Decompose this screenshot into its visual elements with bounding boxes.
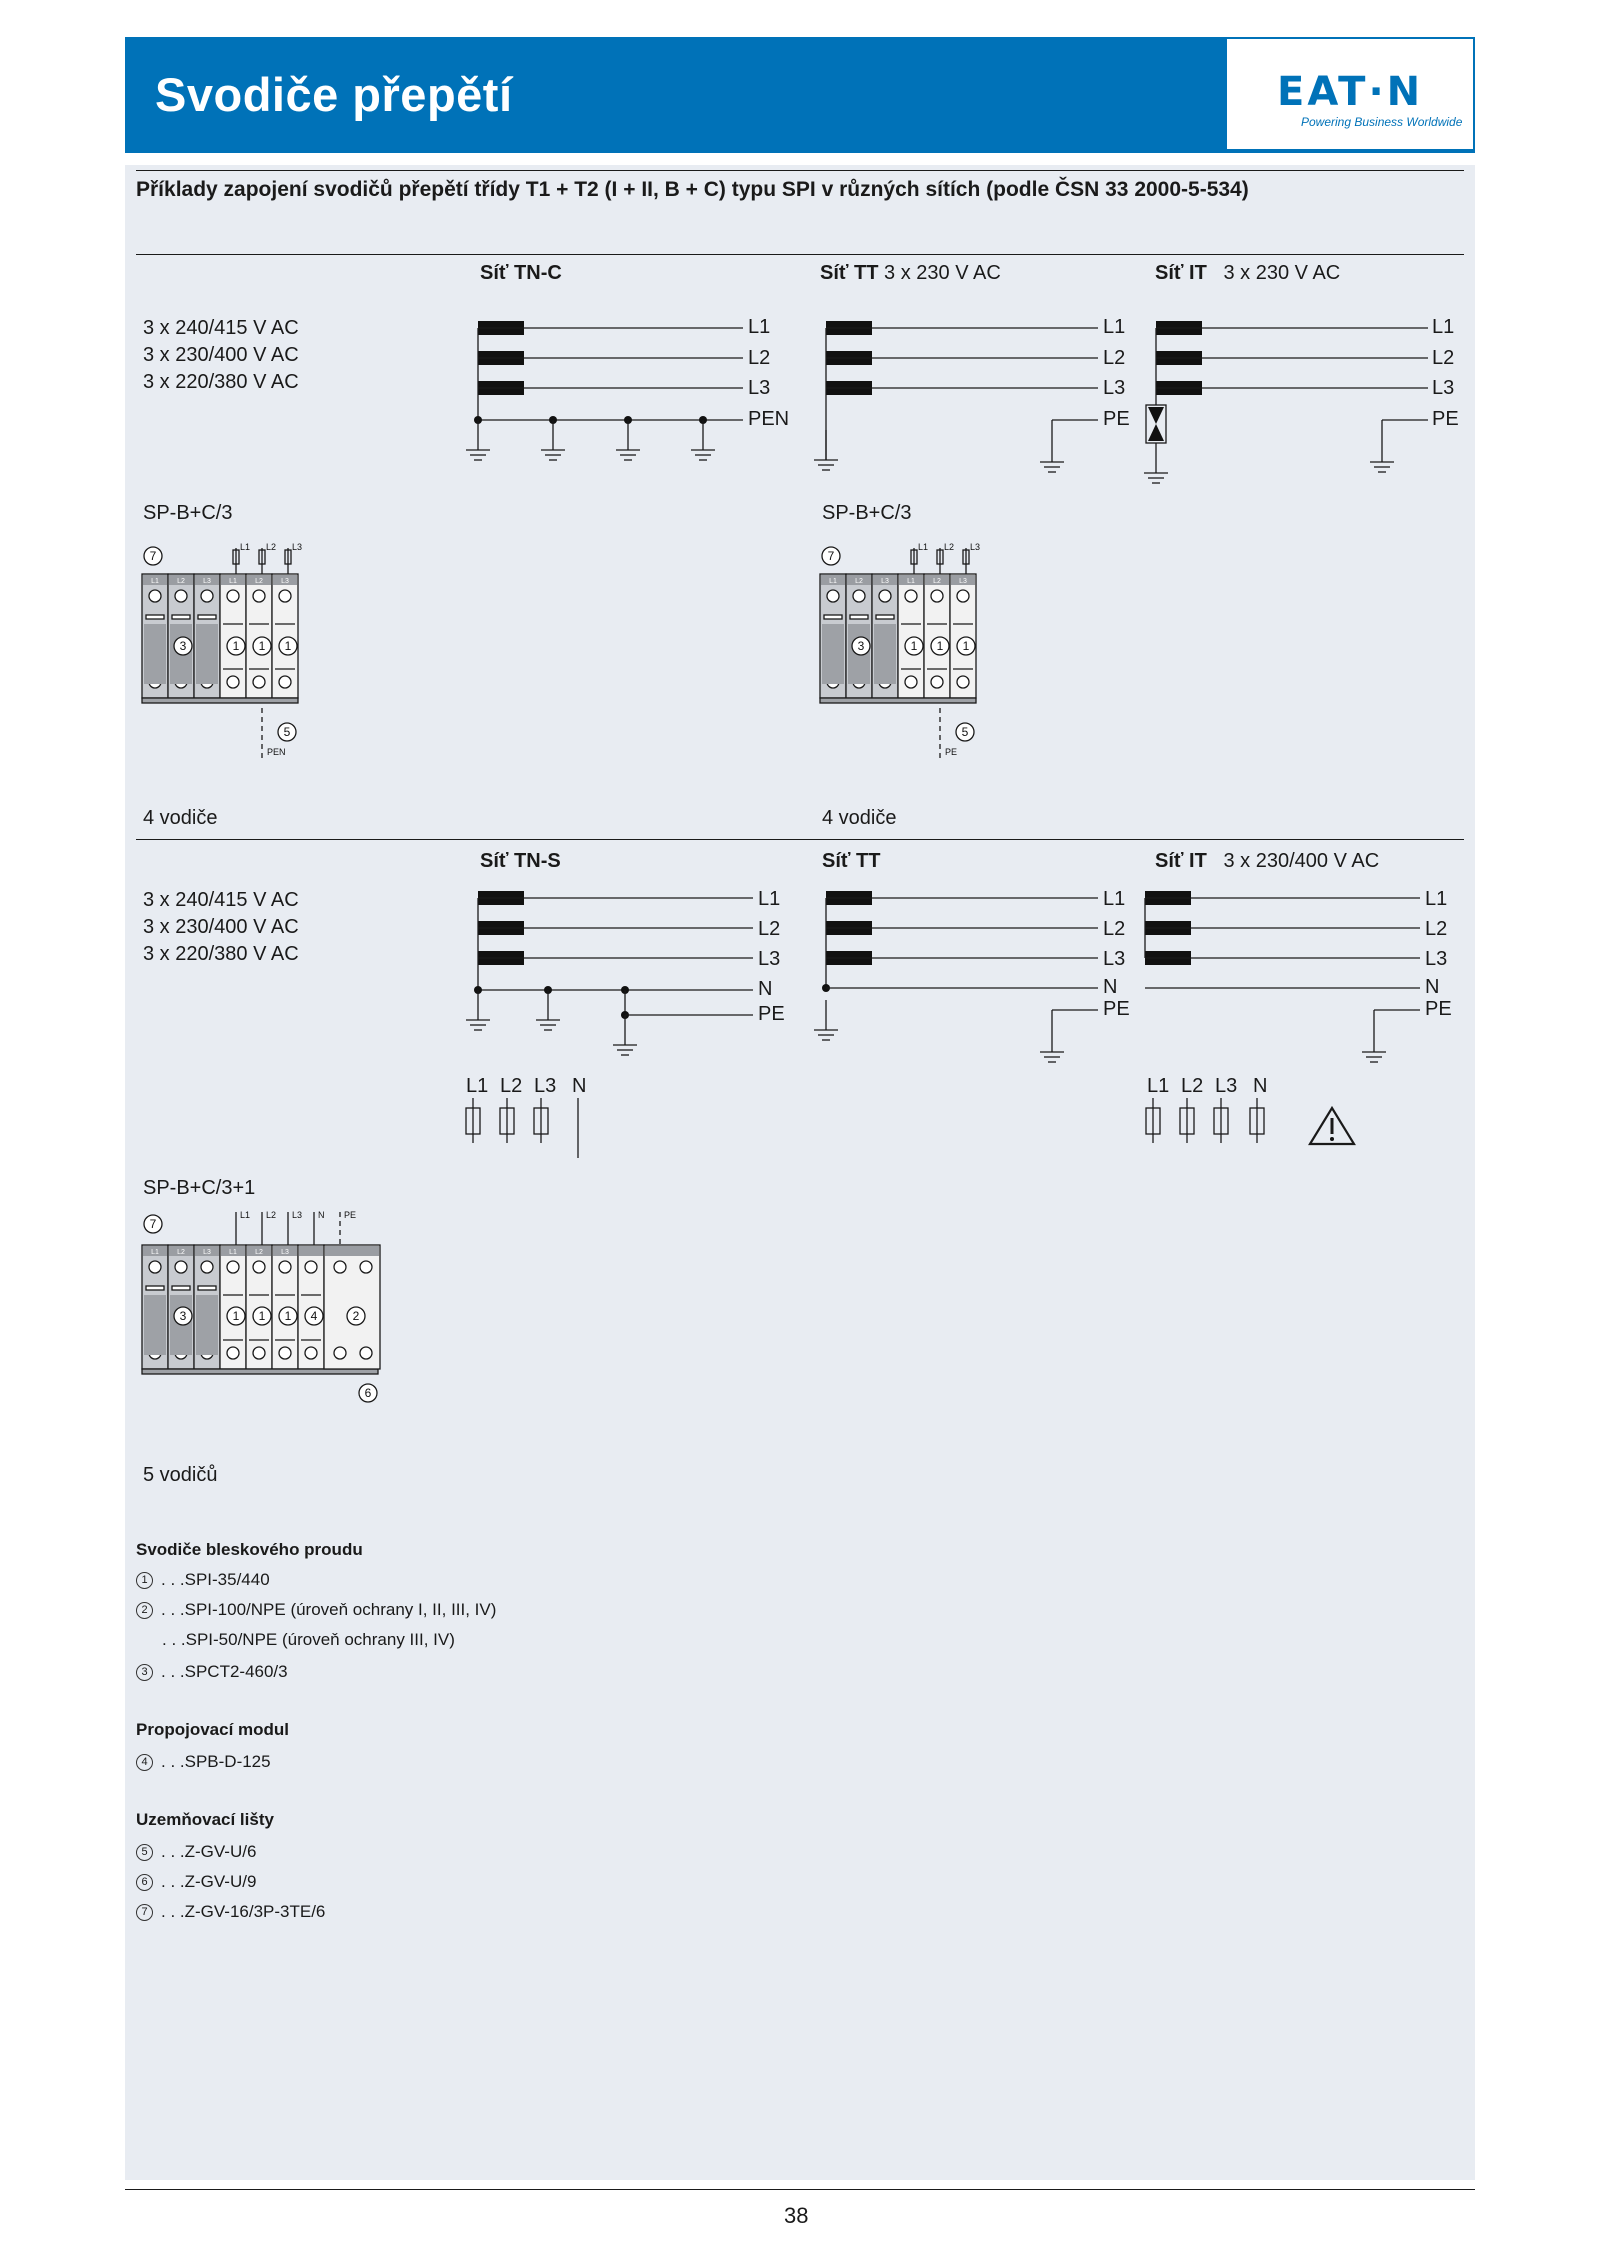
legend-heading-3: Uzemňovací lišty xyxy=(136,1810,274,1829)
tt2-n: N xyxy=(1103,976,1118,998)
module-window xyxy=(196,1295,218,1355)
network-tnc-title: Síť TN-C xyxy=(480,262,562,284)
top-label: L1 xyxy=(240,542,251,552)
legend-text-5: . . .Z-GV-U/6 xyxy=(161,1842,257,1861)
network-tt-voltage: 3 x 230 V AC xyxy=(884,262,1001,284)
voltage-2: 3 x 230/400 V AC xyxy=(143,344,299,366)
network-tt-name: Síť TT xyxy=(820,262,879,284)
legend-text-2: . . .SPI-100/NPE (úroveň ochrany I, II, III, IV) xyxy=(161,1600,497,1619)
callout-number: 1 xyxy=(258,639,266,653)
module-label: L3 xyxy=(281,578,289,585)
tns-l1: L1 xyxy=(758,888,781,910)
network-it-name: Síť IT xyxy=(1155,262,1207,284)
tt-l1: L1 xyxy=(1103,316,1126,338)
module-label: L2 xyxy=(177,578,185,585)
legend-num-5: 5 xyxy=(136,1844,153,1861)
terminal-screw xyxy=(360,1347,372,1359)
tt-pe: PE xyxy=(1103,408,1130,430)
terminal-screw xyxy=(279,676,291,688)
legend-num-2: 2 xyxy=(136,1602,153,1619)
top-label: L3 xyxy=(970,542,981,552)
fuse-label-n-b: N xyxy=(1253,1075,1268,1097)
terminal-screw xyxy=(853,590,865,602)
it2-l2: L2 xyxy=(1425,918,1448,940)
module-label: L3 xyxy=(203,578,211,585)
tns-n: N xyxy=(758,978,773,1000)
module-window xyxy=(144,1295,166,1355)
terminal-screw xyxy=(253,590,265,602)
module-label: L2 xyxy=(255,578,263,585)
callout-number: 7 xyxy=(149,549,157,563)
terminal-screw xyxy=(279,590,291,602)
fuse-label-l3-b: L3 xyxy=(1215,1075,1238,1097)
conductors-5: 5 vodičů xyxy=(143,1464,218,1486)
module-indicator xyxy=(172,1286,190,1290)
module-indicator xyxy=(146,615,164,619)
terminal-screw xyxy=(931,590,943,602)
device-left-name: SP-B+C/3 xyxy=(143,502,233,524)
section-subtitle: Příklady zapojení svodičů přepětí třídy T1 + T2 (I + II, B + C) typu SPI v různých sítích (podle ČSN 33 2000-5-534) xyxy=(136,178,1249,201)
tns-l2: L2 xyxy=(758,918,781,940)
terminal-screw xyxy=(905,590,917,602)
warning-dot xyxy=(1330,1137,1334,1141)
module-label: L3 xyxy=(281,1249,289,1256)
callout-number: 2 xyxy=(352,1309,360,1323)
it2-l3: L3 xyxy=(1425,948,1448,970)
module-top-label xyxy=(299,1246,323,1256)
page-number: 38 xyxy=(784,2203,809,2228)
terminal-screw xyxy=(175,590,187,602)
callout-number: 1 xyxy=(232,639,240,653)
module-window xyxy=(874,624,896,684)
module-indicator xyxy=(198,615,216,619)
module-label: L2 xyxy=(855,578,863,585)
terminal-screw xyxy=(957,676,969,688)
module-label: L3 xyxy=(881,578,889,585)
module-window xyxy=(144,624,166,684)
it-pe: PE xyxy=(1432,408,1459,430)
device-right-name: SP-B+C/3 xyxy=(822,502,912,524)
tnc-pen: PEN xyxy=(748,408,790,430)
module-indicator xyxy=(850,615,868,619)
module-indicator xyxy=(876,615,894,619)
terminal-screw xyxy=(253,1347,265,1359)
module-window xyxy=(822,624,844,684)
module-indicator xyxy=(172,615,190,619)
spark-gap xyxy=(1148,407,1164,424)
legend-num-3: 3 xyxy=(136,1664,153,1681)
fuse-label-l1-a: L1 xyxy=(466,1075,489,1097)
top-label: L2 xyxy=(266,542,277,552)
it2-l1: L1 xyxy=(1425,888,1448,910)
top-label: L2 xyxy=(266,1210,277,1220)
it2-pe: PE xyxy=(1425,998,1452,1020)
fuse-label-l1-b: L1 xyxy=(1147,1075,1170,1097)
tt2-l3: L3 xyxy=(1103,948,1126,970)
network-it-voltage: 3 x 230 V AC xyxy=(1223,262,1341,284)
top-label: PE xyxy=(344,1210,357,1220)
tt2-l1: L1 xyxy=(1103,888,1126,910)
terminal-screw xyxy=(334,1347,346,1359)
callout-number: 1 xyxy=(962,639,970,653)
terminal-screw xyxy=(227,590,239,602)
tt2-l2: L2 xyxy=(1103,918,1126,940)
network-tns-title: Síť TN-S xyxy=(480,850,561,872)
legend-num-4: 4 xyxy=(136,1754,153,1771)
legend-text-4: . . .SPB-D-125 xyxy=(161,1752,271,1771)
tns-l3: L3 xyxy=(758,948,781,970)
terminal-screw xyxy=(253,676,265,688)
callout-number: 5 xyxy=(283,725,291,739)
legend-num-1: 1 xyxy=(136,1572,153,1589)
callout-number: 1 xyxy=(258,1309,266,1323)
it-l2: L2 xyxy=(1432,347,1455,369)
terminal-screw xyxy=(279,1347,291,1359)
legend-heading-1: Svodiče bleskového proudu xyxy=(136,1540,363,1559)
terminal-screw xyxy=(201,1261,213,1273)
tnc-l3: L3 xyxy=(748,377,771,399)
top-label: L1 xyxy=(918,542,929,552)
callout-number: 1 xyxy=(284,1309,292,1323)
callout-number: 1 xyxy=(232,1309,240,1323)
it-l1: L1 xyxy=(1432,316,1455,338)
top-label: L3 xyxy=(292,1210,303,1220)
terminal-screw xyxy=(360,1261,372,1273)
terminal-screw xyxy=(253,1261,265,1273)
legend-heading-2: Propojovací modul xyxy=(136,1720,290,1739)
terminal-screw xyxy=(305,1347,317,1359)
module-label: L1 xyxy=(829,578,837,585)
terminal-screw xyxy=(149,1261,161,1273)
voltage-1: 3 x 240/415 V AC xyxy=(143,317,299,339)
npe-top xyxy=(325,1246,379,1256)
device-3plus1-name: SP-B+C/3+1 xyxy=(143,1177,256,1199)
legend-num-6: 6 xyxy=(136,1874,153,1891)
top-label: L1 xyxy=(240,1210,251,1220)
legend-text-6: . . .Z-GV-U/9 xyxy=(161,1872,257,1891)
callout-number: 3 xyxy=(179,639,187,653)
module-indicator xyxy=(146,1286,164,1290)
network-it2-voltage: 3 x 230/400 V AC xyxy=(1223,850,1380,872)
legend-text-2b: . . .SPI-50/NPE (úroveň ochrany III, IV) xyxy=(162,1630,455,1649)
module-label: L1 xyxy=(151,1249,159,1256)
module-label: L2 xyxy=(933,578,941,585)
top-label: L3 xyxy=(292,542,303,552)
module-label: L2 xyxy=(177,1249,185,1256)
it2-n: N xyxy=(1425,976,1440,998)
callout-number: 3 xyxy=(179,1309,187,1323)
terminal-screw xyxy=(149,590,161,602)
tns-pe: PE xyxy=(758,1003,785,1025)
terminal-screw xyxy=(201,590,213,602)
callout-number: 6 xyxy=(364,1386,372,1400)
voltage2-3: 3 x 220/380 V AC xyxy=(143,943,299,965)
callout-number: 7 xyxy=(149,1217,157,1231)
callout-number: 1 xyxy=(936,639,944,653)
conductors-left: 4 vodiče xyxy=(143,807,218,829)
it-l3: L3 xyxy=(1432,377,1455,399)
module-label: L1 xyxy=(229,578,237,585)
module-label: L2 xyxy=(255,1249,263,1256)
voltage2-2: 3 x 230/400 V AC xyxy=(143,916,299,938)
legend-text-3: . . .SPCT2-460/3 xyxy=(161,1662,288,1681)
legend-num-7: 7 xyxy=(136,1904,153,1921)
page-title: Svodiče přepětí xyxy=(155,68,513,121)
terminal-screw xyxy=(227,676,239,688)
module-label: L3 xyxy=(203,1249,211,1256)
network-tt2-title: Síť TT xyxy=(822,850,881,872)
legend-text-1: . . .SPI-35/440 xyxy=(161,1570,270,1589)
module-window xyxy=(196,624,218,684)
network-it2-name: Síť IT xyxy=(1155,850,1207,872)
logo-wordmark: EAT·N xyxy=(1277,69,1424,115)
callout-number: 7 xyxy=(827,549,835,563)
logo-tagline: Powering Business Worldwide xyxy=(1301,115,1463,129)
callout-number: 1 xyxy=(910,639,918,653)
fuse-label-l3-a: L3 xyxy=(534,1075,557,1097)
terminal-screw xyxy=(227,1347,239,1359)
callout-number: 5 xyxy=(961,725,969,739)
bar-label: PE xyxy=(945,747,958,757)
top-label: N xyxy=(318,1210,325,1220)
voltage2-1: 3 x 240/415 V AC xyxy=(143,889,299,911)
tnc-l2: L2 xyxy=(748,347,771,369)
conductors-right: 4 vodiče xyxy=(822,807,897,829)
busbar xyxy=(820,698,976,703)
terminal-screw xyxy=(279,1261,291,1273)
terminal-screw xyxy=(905,676,917,688)
terminal-screw xyxy=(227,1261,239,1273)
bar-label: PEN xyxy=(267,747,286,757)
callout-number: 1 xyxy=(284,639,292,653)
module-label: L1 xyxy=(229,1249,237,1256)
terminal-screw xyxy=(334,1261,346,1273)
terminal-screw xyxy=(931,676,943,688)
module-indicator xyxy=(198,1286,216,1290)
callout-number: 4 xyxy=(310,1309,318,1323)
busbar xyxy=(142,698,298,703)
legend-text-7: . . .Z-GV-16/3P-3TE/6 xyxy=(161,1902,326,1921)
top-label: L2 xyxy=(944,542,955,552)
module-label: L1 xyxy=(151,578,159,585)
spark-gap xyxy=(1148,424,1164,441)
tnc-l1: L1 xyxy=(748,316,771,338)
fuse-label-l2-a: L2 xyxy=(500,1075,523,1097)
module-label: L1 xyxy=(907,578,915,585)
module-label: L3 xyxy=(959,578,967,585)
busbar xyxy=(142,1369,378,1374)
tt-l2: L2 xyxy=(1103,347,1126,369)
callout-number: 3 xyxy=(857,639,865,653)
fuse-label-n-a: N xyxy=(572,1075,587,1097)
terminal-screw xyxy=(305,1261,317,1273)
terminal-screw xyxy=(879,590,891,602)
module-indicator xyxy=(824,615,842,619)
tt2-pe: PE xyxy=(1103,998,1130,1020)
terminal-screw xyxy=(175,1261,187,1273)
voltage-3: 3 x 220/380 V AC xyxy=(143,371,299,393)
fuse-label-l2-b: L2 xyxy=(1181,1075,1204,1097)
tt-l3: L3 xyxy=(1103,377,1126,399)
terminal-screw xyxy=(827,590,839,602)
terminal-screw xyxy=(957,590,969,602)
